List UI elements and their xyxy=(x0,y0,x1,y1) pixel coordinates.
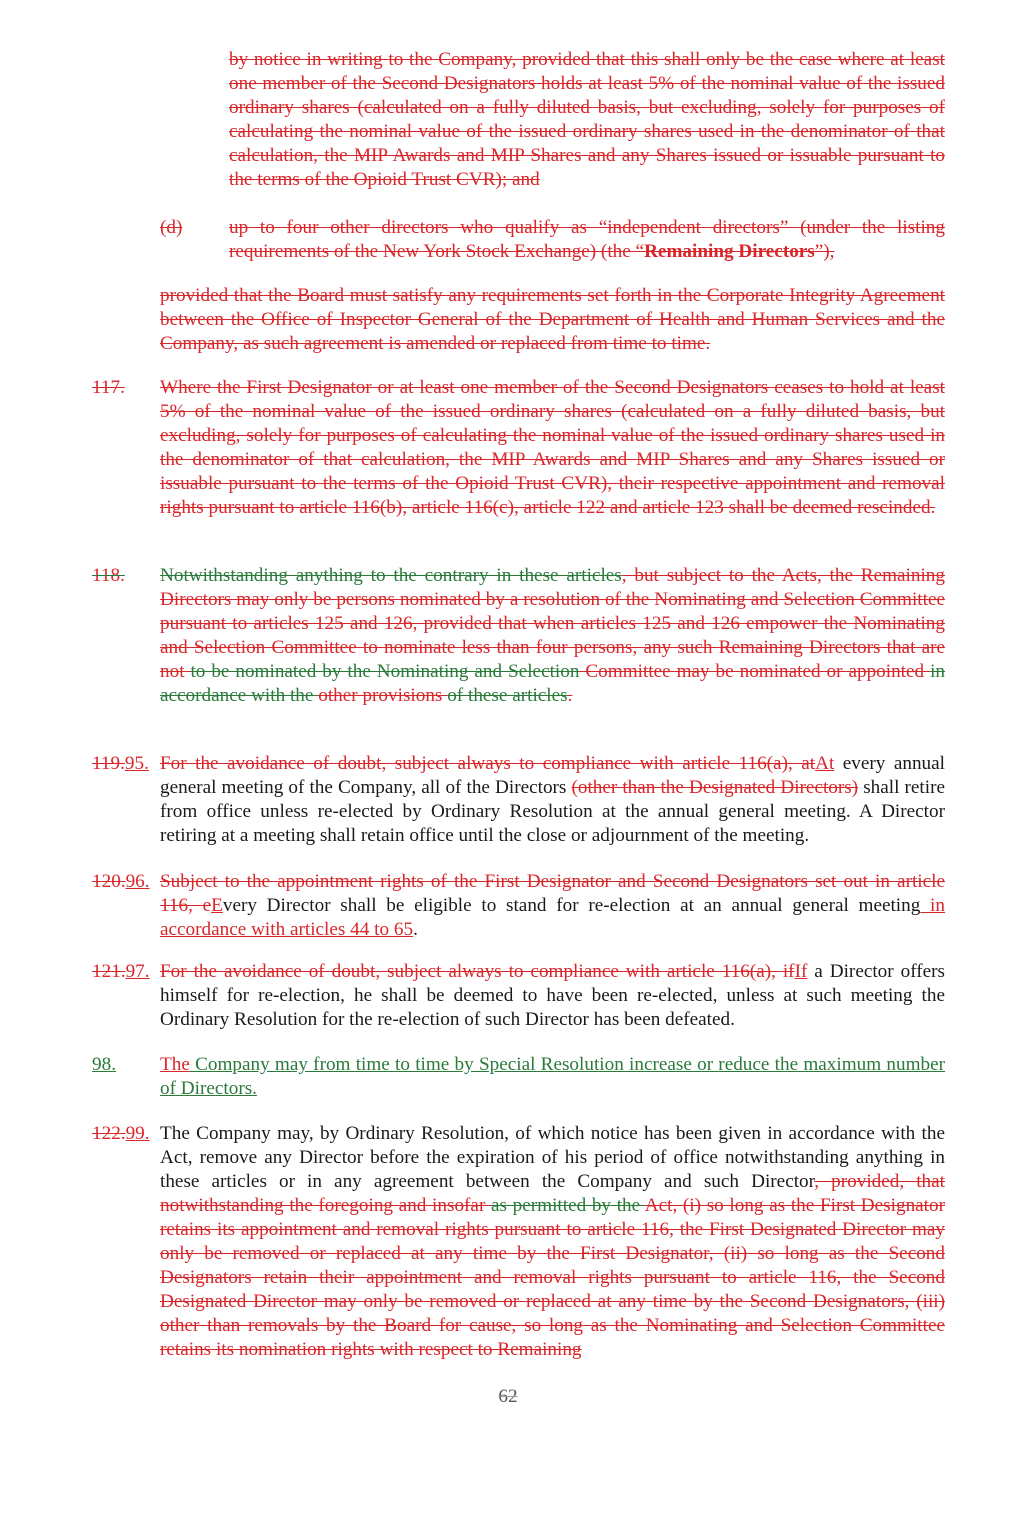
article-99-deleted-green: as permitted by the xyxy=(491,1195,645,1216)
article-99-deleted-2: Act, (i) so long as the First Designator retains its appointment and removal rights pursuant to article 116, the First Designated Director may only be removed or replaced at any time by the First Designator, (ii) so long as the Second Designators retain their appointment and removal rights pursuant to article 116, the Second Designated Director may only be removed or replaced at any time by the Second Designators, (iii) other than removals by the Board for cause, so long as the Nominating and Selection Committee retains its nomination rights with respect to Remaining xyxy=(160,1195,945,1360)
article-96-inserted: E xyxy=(211,895,223,916)
article-95-old-number: 119. xyxy=(92,753,125,774)
article-118-part-7: of these articles xyxy=(447,685,568,706)
article-96-old-number: 120. xyxy=(92,871,126,892)
article-117 xyxy=(160,376,945,520)
article-97-inserted: If xyxy=(794,961,808,982)
article-97-deleted: For the avoidance of doubt, subject always to compliance with article 116(a), if xyxy=(160,961,795,982)
article-97-new-number: 97. xyxy=(125,961,150,982)
article-95-new-number: 95. xyxy=(124,753,149,774)
article-95-number xyxy=(92,752,160,776)
article-95-text-1: every annual general meeting of the Company, all of the Directors xyxy=(160,753,945,798)
article-118 xyxy=(160,564,945,708)
article-118-part-4: Committee may be nominated or appointed xyxy=(579,661,931,682)
article-99-deleted-1: , provided, that notwithstanding the foregoing and insofar xyxy=(160,1171,946,1216)
article-95-text-2: shall retire from office unless re-elected by Ordinary Resolution at the annual general meeting. A Director retiring at a meeting shall retain office until the close or adjournment of the meeting. xyxy=(160,777,945,846)
article-96-text-2: . xyxy=(413,919,418,940)
article-118-part-2: , but subject to the Acts, the Remaining Directors may only be persons nominated by a resolution of the Nominating and Selection Committee pursuant to articles 125 and 126, provided that when articles 125 and 126 empower the Nominating and Selection Committee to nominate less than four persons, any such Remaining Directors that are not xyxy=(160,565,945,682)
article-95-deleted: For the avoidance of doubt, subject always to compliance with article 116(a), at xyxy=(160,753,816,774)
article-97-old-number: 121. xyxy=(92,961,126,982)
page-number: 62 xyxy=(498,1386,518,1407)
proviso-paragraph xyxy=(160,284,945,356)
article-118-part-8: . xyxy=(567,685,573,706)
article-95 xyxy=(160,752,945,848)
article-118-part-6: other provisions xyxy=(318,685,448,706)
article-98-number: 98. xyxy=(92,1054,116,1075)
article-95-deleted-2: (other than the Designated Directors) xyxy=(571,777,859,798)
clause-d xyxy=(229,216,945,264)
clause-c-text: by notice in writing to the Company, provided that this shall only be the case where at least one member of the Second Designators holds at least 5% of the nominal value of the issued ordinary shares (calculated on a fully diluted basis, but excluding, solely for purposes of calculating the nominal value of the issued ordinary shares used in the denominator of that calculation, the MIP Awards and MIP Shares and any Shares issued or issuable pursuant to the terms of the Opioid Trust CVR); and xyxy=(229,49,945,190)
article-99 xyxy=(160,1122,945,1362)
article-118-part-5: in accordance with the xyxy=(160,661,945,706)
article-97-number xyxy=(92,960,160,984)
article-97-text-1: a Director offers himself for re-election, he shall be deemed to have been re-elected, unless at such meeting the Ordinary Resolution for the re-election of such Director has been defeated. xyxy=(160,961,946,1030)
article-99-new-number: 99. xyxy=(125,1123,150,1144)
article-99-old-number: 122. xyxy=(92,1123,126,1144)
article-98 xyxy=(160,1053,945,1101)
article-117-number: 117. xyxy=(92,377,125,398)
article-96-number xyxy=(92,870,160,894)
clause-d-label: (d) xyxy=(160,217,183,238)
article-96-inserted-2: in accordance with articles 44 to 65 xyxy=(160,895,945,940)
clause-c-continuation xyxy=(229,48,945,192)
article-95-inserted: At xyxy=(815,753,835,774)
article-99-number xyxy=(92,1122,160,1146)
article-96-deleted: Subject to the appointment rights of the First Designator and Second Designators set out in article 116, e xyxy=(160,871,945,916)
clause-d-defined-term: Remaining Directors xyxy=(644,241,815,262)
article-96-new-number: 96. xyxy=(125,871,150,892)
article-118-part-1: Notwithstanding anything to the contrary in these articles xyxy=(160,565,622,586)
clause-d-text-a: up to four other directors who qualify as “independent directors” (under the listing requirements of the New York Stock Exchange) (the “ xyxy=(229,217,945,262)
clause-d-text-b: ”), xyxy=(814,241,835,262)
proviso-text: provided that the Board must satisfy any requirements set forth in the Corporate Integrity Agreement between the Office of Inspector General of the Department of Health and Human Services and the Company, as such agreement is amended or replaced from time to time. xyxy=(160,285,945,354)
article-117-text: Where the First Designator or at least one member of the Second Designators ceases to hold at least 5% of the nominal value of the issued ordinary shares (calculated on a fully diluted basis, but excluding, solely for purposes of calculating the nominal value of the issued ordinary shares used in the denominator of that calculation, the MIP Awards and MIP Shares and any Shares issued or issuable pursuant to the terms of the Opioid Trust CVR), their respective appointment and removal rights pursuant to article 116(b), article 116(c), article 122 and article 123 shall be deemed rescinded. xyxy=(160,377,945,518)
article-118-part-3: to be nominated by the Nominating and Selection xyxy=(190,661,580,682)
article-118-number: 118. xyxy=(92,565,125,586)
article-97 xyxy=(160,960,945,1032)
article-98-inserted-red: The xyxy=(160,1054,190,1075)
article-98-inserted-green: Company may from time to time by Special Resolution increase or reduce the maximum number of Directors. xyxy=(160,1054,945,1099)
article-96-text-1: very Director shall be eligible to stand for re-election at an annual general meeting xyxy=(222,895,921,916)
article-99-text-1: The Company may, by Ordinary Resolution, of which notice has been given in accordance with the Act, remove any Director before the expiration of his period of office notwithstanding anything in these articles or in any agreement between the Company and such Director xyxy=(160,1123,945,1192)
article-96 xyxy=(160,870,945,942)
